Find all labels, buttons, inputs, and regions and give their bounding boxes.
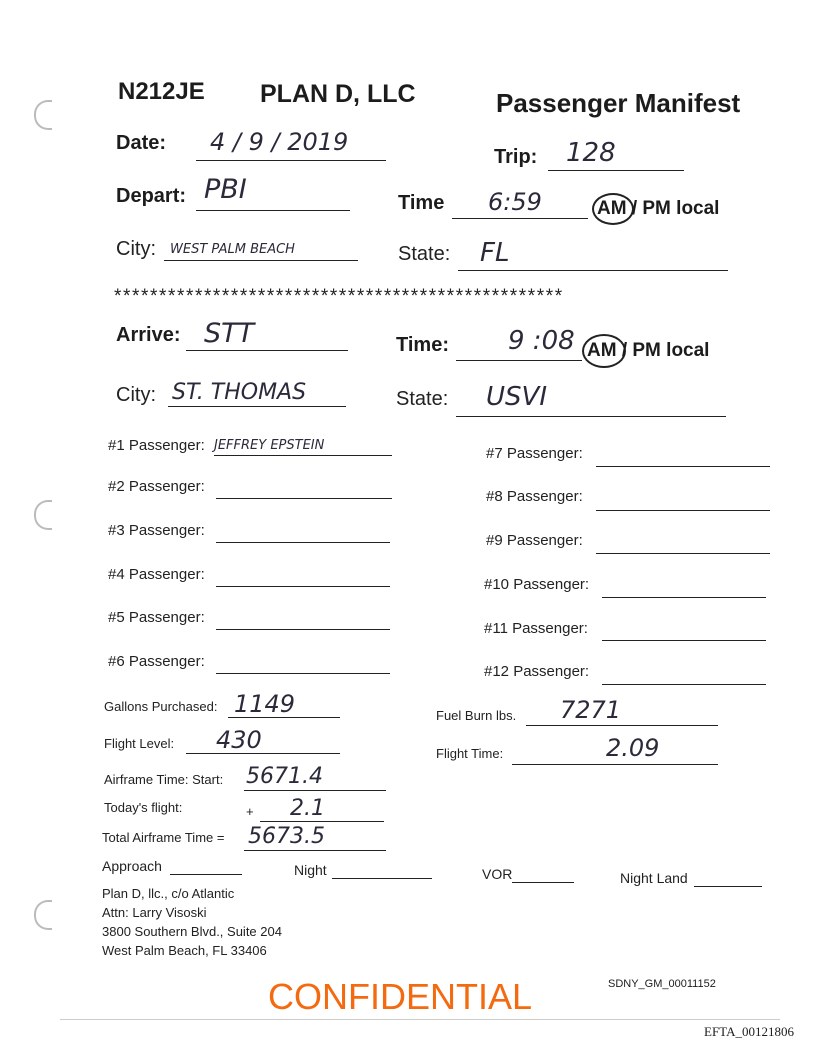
passenger-7-line	[596, 466, 770, 467]
vor-line	[512, 882, 574, 883]
approach-label: Approach	[102, 858, 162, 874]
night-line	[332, 878, 432, 879]
binder-hole-bottom	[34, 900, 52, 930]
trip-line	[548, 170, 684, 171]
arrive-city-label: City:	[116, 384, 156, 406]
confidential-stamp: CONFIDENTIAL	[268, 976, 533, 1017]
night-land-line	[694, 886, 762, 887]
arrive-time-label: Time:	[396, 334, 449, 356]
arrive-label: Arrive:	[116, 324, 181, 346]
depart-state-label: State:	[398, 243, 451, 265]
total-airframe-line	[244, 850, 386, 851]
page-title: Passenger Manifest	[496, 88, 741, 118]
arrive-state-label: State:	[396, 388, 449, 410]
arrive-state-value: USVI	[486, 382, 547, 412]
arrive-ampm: AM / PM local	[587, 340, 710, 361]
passenger-4-label: #4 Passenger:	[108, 566, 205, 583]
arrive-state-line	[456, 416, 726, 417]
depart-city-label: City:	[116, 238, 156, 260]
date-value: 4 / 9 / 2019	[210, 128, 349, 156]
airframe-start-line	[244, 790, 386, 791]
flight-level-label: Flight Level:	[104, 736, 175, 751]
fuel-burn-value: 7271	[560, 696, 622, 724]
separator-stars: **************************************************	[114, 286, 564, 307]
depart-state-line	[458, 270, 728, 271]
trip-value: 128	[566, 138, 616, 168]
approach-line	[170, 874, 242, 875]
passenger-3-label: #3 Passenger:	[108, 522, 205, 539]
depart-time-line	[452, 218, 588, 219]
flight-level-value: 430	[216, 726, 262, 754]
arrive-time-value: 9 :08	[508, 326, 575, 356]
document-id: SDNY_GM_00011152	[608, 978, 716, 990]
passenger-1-label: #1 Passenger:	[108, 437, 205, 454]
depart-line	[196, 210, 350, 211]
binder-hole-top	[34, 100, 52, 130]
passenger-5-line	[216, 629, 390, 630]
arrive-city-value: ST. THOMAS	[172, 380, 307, 405]
flight-time-value: 2.09	[606, 734, 660, 762]
flight-level-line	[186, 753, 340, 754]
passenger-5-label: #5 Passenger:	[108, 609, 205, 626]
date-line	[196, 160, 386, 161]
depart-city-value: WEST PALM BEACH	[170, 242, 295, 257]
address-line-1: Plan D, llc., c/o Atlantic	[102, 886, 235, 901]
depart-state-value: FL	[480, 238, 510, 268]
depart-value: PBI	[204, 174, 247, 205]
night-label: Night	[294, 862, 327, 878]
passenger-11-line	[602, 640, 766, 641]
company-name: PLAN D, LLC	[260, 80, 416, 108]
airframe-start-value: 5671.4	[246, 764, 323, 789]
airframe-start-label: Airframe Time: Start:	[104, 772, 224, 787]
today-flight-plus: +	[246, 804, 254, 819]
address-line-2: Attn: Larry Visoski	[102, 905, 207, 920]
passenger-1-line	[214, 455, 392, 456]
passenger-6-label: #6 Passenger:	[108, 653, 205, 670]
passenger-4-line	[216, 586, 390, 587]
passenger-7-label: #7 Passenger:	[486, 445, 583, 462]
passenger-8-label: #8 Passenger:	[486, 488, 583, 505]
fuel-burn-line	[526, 725, 718, 726]
address-line-4: West Palm Beach, FL 33406	[102, 943, 267, 958]
passenger-9-label: #9 Passenger:	[486, 532, 583, 549]
flight-time-line	[512, 764, 718, 765]
passenger-3-line	[216, 542, 390, 543]
depart-ampm: AM / PM local	[597, 198, 720, 219]
total-airframe-label: Total Airframe Time =	[102, 830, 225, 845]
passenger-1-value: JEFFREY EPSTEIN	[214, 438, 325, 453]
today-flight-value: 2.1	[290, 796, 325, 821]
arrive-city-line	[168, 406, 346, 407]
gallons-value: 1149	[234, 690, 296, 718]
footer-rule	[60, 1019, 780, 1020]
arrive-line	[186, 350, 348, 351]
arrive-time-line	[456, 360, 582, 361]
gallons-label: Gallons Purchased:	[104, 699, 218, 714]
depart-time-label: Time	[398, 192, 445, 214]
passenger-2-line	[216, 498, 392, 499]
passenger-10-line	[602, 597, 766, 598]
today-flight-label: Today's flight:	[104, 800, 183, 815]
passenger-6-line	[216, 673, 390, 674]
depart-time-value: 6:59	[488, 188, 542, 216]
date-label: Date:	[116, 132, 167, 154]
address-line-3: 3800 Southern Blvd., Suite 204	[102, 924, 282, 939]
depart-city-line	[164, 260, 358, 261]
fuel-burn-label: Fuel Burn lbs.	[436, 708, 517, 723]
today-flight-line	[260, 821, 384, 822]
bates-number: EFTA_00121806	[704, 1024, 794, 1039]
trip-label: Trip:	[494, 146, 538, 168]
passenger-8-line	[596, 510, 770, 511]
night-land-label: Night Land	[620, 870, 688, 886]
passenger-2-label: #2 Passenger:	[108, 478, 205, 495]
vor-label: VOR	[482, 866, 513, 882]
passenger-10-label: #10 Passenger:	[484, 576, 590, 593]
tail-number: N212JE	[118, 78, 205, 105]
passenger-12-line	[602, 684, 766, 685]
binder-hole-middle	[34, 500, 52, 530]
gallons-line	[228, 717, 340, 718]
passenger-12-label: #12 Passenger:	[484, 663, 590, 680]
total-airframe-value: 5673.5	[248, 824, 325, 849]
depart-label: Depart:	[116, 185, 187, 207]
passenger-9-line	[596, 553, 770, 554]
flight-time-label: Flight Time:	[436, 746, 504, 761]
arrive-value: STT	[204, 318, 255, 349]
passenger-11-label: #11 Passenger:	[484, 620, 588, 637]
